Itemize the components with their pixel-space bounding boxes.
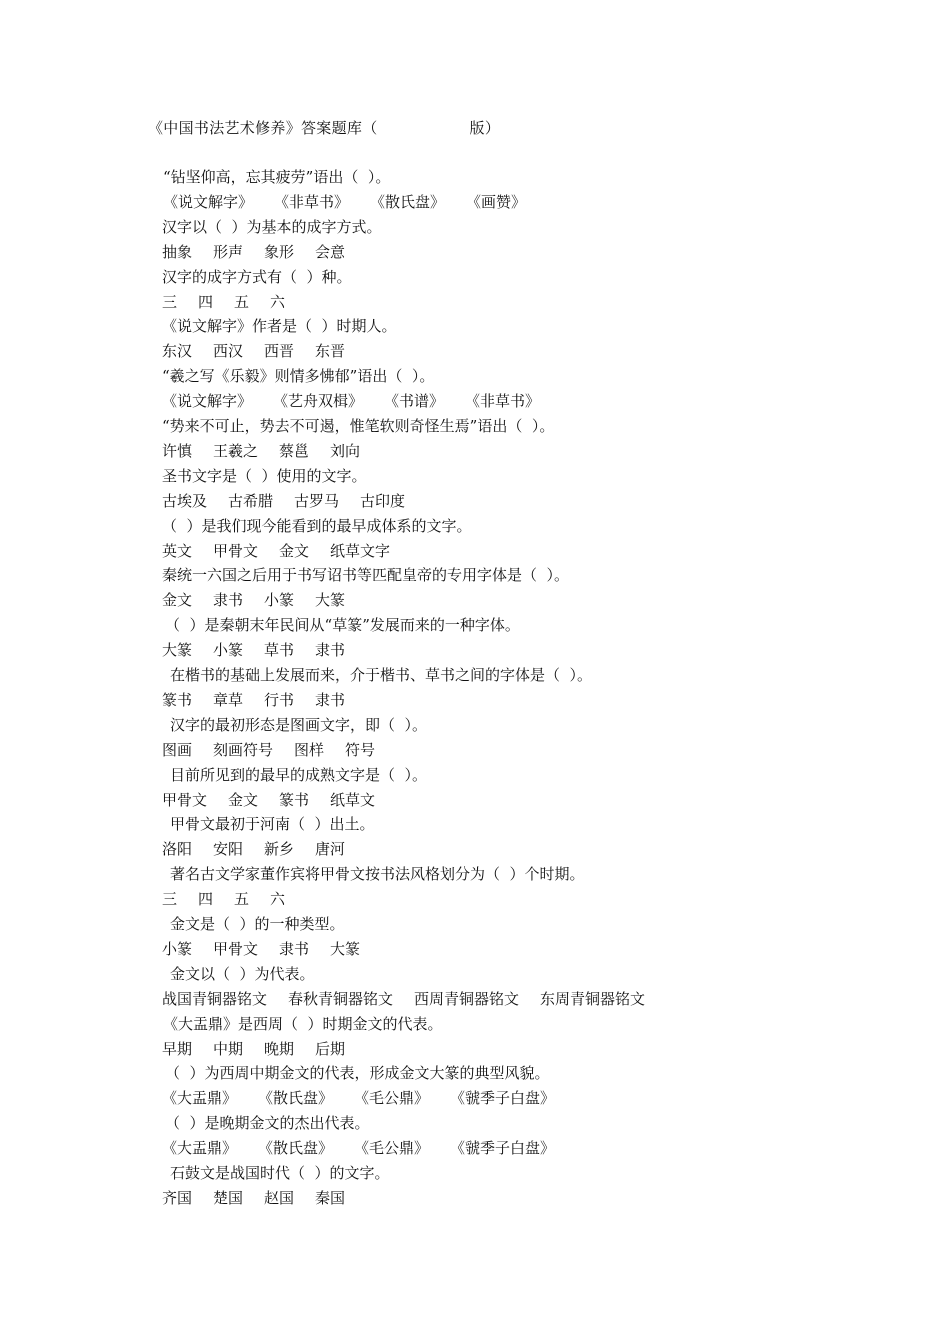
- answer-option: 大篆: [162, 641, 193, 660]
- answer-option: 隶书: [213, 591, 244, 610]
- answer-option: 形声: [213, 242, 244, 261]
- answer-option: 大篆: [315, 591, 346, 610]
- answer-option: 《艺舟双楫》: [273, 392, 364, 411]
- answer-options: [162, 539, 390, 564]
- answer-option: 《说文解字》: [162, 392, 253, 411]
- answer-option: 五: [234, 890, 250, 909]
- answer-option: 楚国: [213, 1188, 244, 1207]
- question-text: （ ）是秦朝末年民间从“草篆”发展而来的一种字体。: [165, 616, 520, 635]
- answer-options: [162, 1186, 345, 1211]
- answer-option: 英文: [162, 541, 193, 560]
- answer-option: 晚期: [264, 1039, 295, 1058]
- answer-options: [162, 1037, 345, 1062]
- answer-option: 《毛公鼎》: [354, 1089, 430, 1108]
- answer-option: 符号: [345, 740, 376, 759]
- answer-options: [162, 788, 375, 813]
- answer-option: 《书谱》: [384, 392, 445, 411]
- answer-option: 草书: [264, 641, 295, 660]
- answer-options: [162, 638, 345, 663]
- answer-option: 图样: [294, 740, 325, 759]
- answer-option: 齐国: [162, 1188, 193, 1207]
- answer-option: 《大盂鼎》: [162, 1139, 238, 1158]
- answer-option: 章草: [213, 690, 244, 709]
- answer-option: 古印度: [360, 491, 406, 510]
- question-text: 甲骨文最初于河南（ ）出土。: [170, 815, 375, 834]
- answer-options: [162, 339, 345, 364]
- answer-option: 篆书: [162, 690, 193, 709]
- answer-option: 金文: [162, 591, 193, 610]
- answer-options: [162, 738, 375, 763]
- answer-option: 古希腊: [228, 491, 274, 510]
- answer-options: [162, 489, 405, 514]
- answer-option: 古埃及: [162, 491, 208, 510]
- answer-option: 小篆: [264, 591, 295, 610]
- answer-option: 王羲之: [213, 441, 259, 460]
- answer-option: 六: [270, 292, 286, 311]
- answer-option: 唐河: [315, 840, 346, 859]
- answer-option: 《散氏盘》: [258, 1089, 334, 1108]
- answer-options: [162, 240, 345, 265]
- answer-option: 东周青铜器铭文: [540, 989, 646, 1008]
- answer-options: [163, 190, 526, 215]
- question-text: “势来不可止，势去不可遏，惟笔软则奇怪生焉”语出（ ）。: [162, 417, 555, 435]
- answer-options: [162, 837, 345, 862]
- answer-option: 大篆: [330, 939, 361, 958]
- answer-option: 《大盂鼎》: [162, 1089, 238, 1108]
- answer-option: 小篆: [213, 641, 244, 660]
- question-text: 《说文解字》作者是（ ）时期人。: [162, 317, 397, 336]
- answer-option: 《非草书》: [274, 192, 350, 211]
- answer-option: 抽象: [162, 242, 193, 261]
- answer-option: 五: [234, 292, 250, 311]
- answer-option: 《说文解字》: [163, 192, 254, 211]
- question-text: 著名古文学家董作宾将甲骨文按书法风格划分为（ ）个时期。: [170, 865, 585, 884]
- answer-option: 赵国: [264, 1188, 295, 1207]
- answer-option: 纸草文: [330, 790, 376, 809]
- answer-option: 象形: [264, 242, 295, 261]
- answer-options: [162, 688, 345, 713]
- answer-options: [162, 987, 645, 1012]
- question-text: 石鼓文是战国时代（ ）的文字。: [170, 1164, 390, 1182]
- answer-option: 战国青铜器铭文: [162, 989, 268, 1008]
- answer-options: [162, 389, 540, 414]
- answer-option: 刘向: [330, 441, 361, 460]
- answer-option: 三: [162, 292, 178, 311]
- answer-option: 四: [198, 292, 214, 311]
- answer-options: [162, 937, 360, 962]
- answer-option: 东汉: [162, 342, 193, 361]
- answer-options: [162, 290, 285, 315]
- answer-option: 《虢季子白盘》: [450, 1089, 556, 1108]
- question-text: 圣书文字是（ ）使用的文字。: [162, 466, 367, 485]
- answer-options: [162, 1136, 555, 1161]
- question-text: 金文以（ ）为代表。: [170, 964, 315, 983]
- answer-options: [162, 588, 345, 613]
- question-text: 秦统一六国之后用于书写诏书等匹配皇帝的专用字体是（ ）。: [162, 566, 570, 585]
- answer-option: 东晋: [315, 342, 346, 361]
- answer-option: 后期: [315, 1039, 346, 1058]
- answer-option: 《画赞》: [466, 192, 527, 211]
- answer-option: 会意: [315, 242, 346, 261]
- answer-option: 春秋青铜器铭文: [288, 989, 394, 1008]
- answer-option: 西周青铜器铭文: [414, 989, 520, 1008]
- question-text: 汉字以（ ）为基本的成字方式。: [162, 217, 382, 236]
- question-text: 汉字的最初形态是图画文字，即（ ）。: [170, 715, 428, 734]
- question-text: 金文是（ ）的一种类型。: [170, 915, 345, 933]
- answer-option: 《散氏盘》: [258, 1139, 334, 1158]
- answer-option: 隶书: [279, 939, 310, 958]
- answer-option: 洛阳: [162, 840, 193, 859]
- answer-option: 早期: [162, 1039, 193, 1058]
- answer-option: 新乡: [264, 840, 295, 859]
- answer-option: 隶书: [315, 641, 346, 660]
- question-text: 《大盂鼎》是西周（ ）时期金文的代表。: [163, 1014, 443, 1033]
- answer-option: 金文: [279, 541, 310, 560]
- answer-options: [162, 1086, 555, 1111]
- answer-option: 隶书: [315, 690, 346, 709]
- title-suffix: 版）: [469, 119, 501, 137]
- title-text: 《中国书法艺术修养》答案题库（: [148, 119, 378, 137]
- question-text: （ ）是晚期金文的杰出代表。: [165, 1114, 370, 1133]
- answer-option: 刻画符号: [213, 740, 274, 759]
- answer-option: 古罗马: [294, 491, 340, 510]
- answer-option: 图画: [162, 740, 193, 759]
- question-text: （ ）为西周中期金文的代表，形成金文大篆的典型风貌。: [165, 1064, 550, 1083]
- answer-option: 西晋: [264, 342, 295, 361]
- answer-option: 甲骨文: [213, 939, 259, 958]
- question-text: “钻坚仰高，忘其疲劳”语出（ ）。: [163, 168, 391, 186]
- answer-option: 《散氏盘》: [370, 192, 446, 211]
- answer-option: 《虢季子白盘》: [450, 1139, 556, 1158]
- question-text: 目前所见到的最早的成熟文字是（ ）。: [170, 765, 428, 784]
- answer-option: 篆书: [279, 790, 310, 809]
- question-text: “羲之写《乐毅》则情多怫郁”语出（ ）。: [162, 367, 435, 386]
- answer-option: 四: [198, 890, 214, 909]
- answer-option: 甲骨文: [162, 790, 208, 809]
- question-text: 汉字的成字方式有（ ）种。: [162, 267, 352, 286]
- answer-option: 小篆: [162, 939, 193, 958]
- answer-option: 安阳: [213, 840, 244, 859]
- answer-option: 秦国: [315, 1188, 346, 1207]
- answer-option: 行书: [264, 690, 295, 709]
- answer-option: 中期: [213, 1039, 244, 1058]
- answer-options: [162, 439, 360, 464]
- answer-option: 蔡邕: [279, 441, 310, 460]
- answer-option: 金文: [228, 790, 259, 809]
- answer-option: 六: [270, 890, 286, 909]
- answer-option: 西汉: [213, 342, 244, 361]
- answer-option: 三: [162, 890, 178, 909]
- answer-options: [162, 887, 285, 912]
- question-text: 在楷书的基础上发展而来，介于楷书、草书之间的字体是（ ）。: [170, 666, 593, 684]
- document-title: [148, 115, 500, 141]
- answer-option: 许慎: [162, 441, 193, 460]
- answer-option: 纸草文字: [330, 541, 391, 560]
- question-text: （ ）是我们现今能看到的最早成体系的文字。: [162, 516, 472, 535]
- answer-option: 《非草书》: [465, 392, 541, 411]
- answer-option: 甲骨文: [213, 541, 259, 560]
- answer-option: 《毛公鼎》: [354, 1139, 430, 1158]
